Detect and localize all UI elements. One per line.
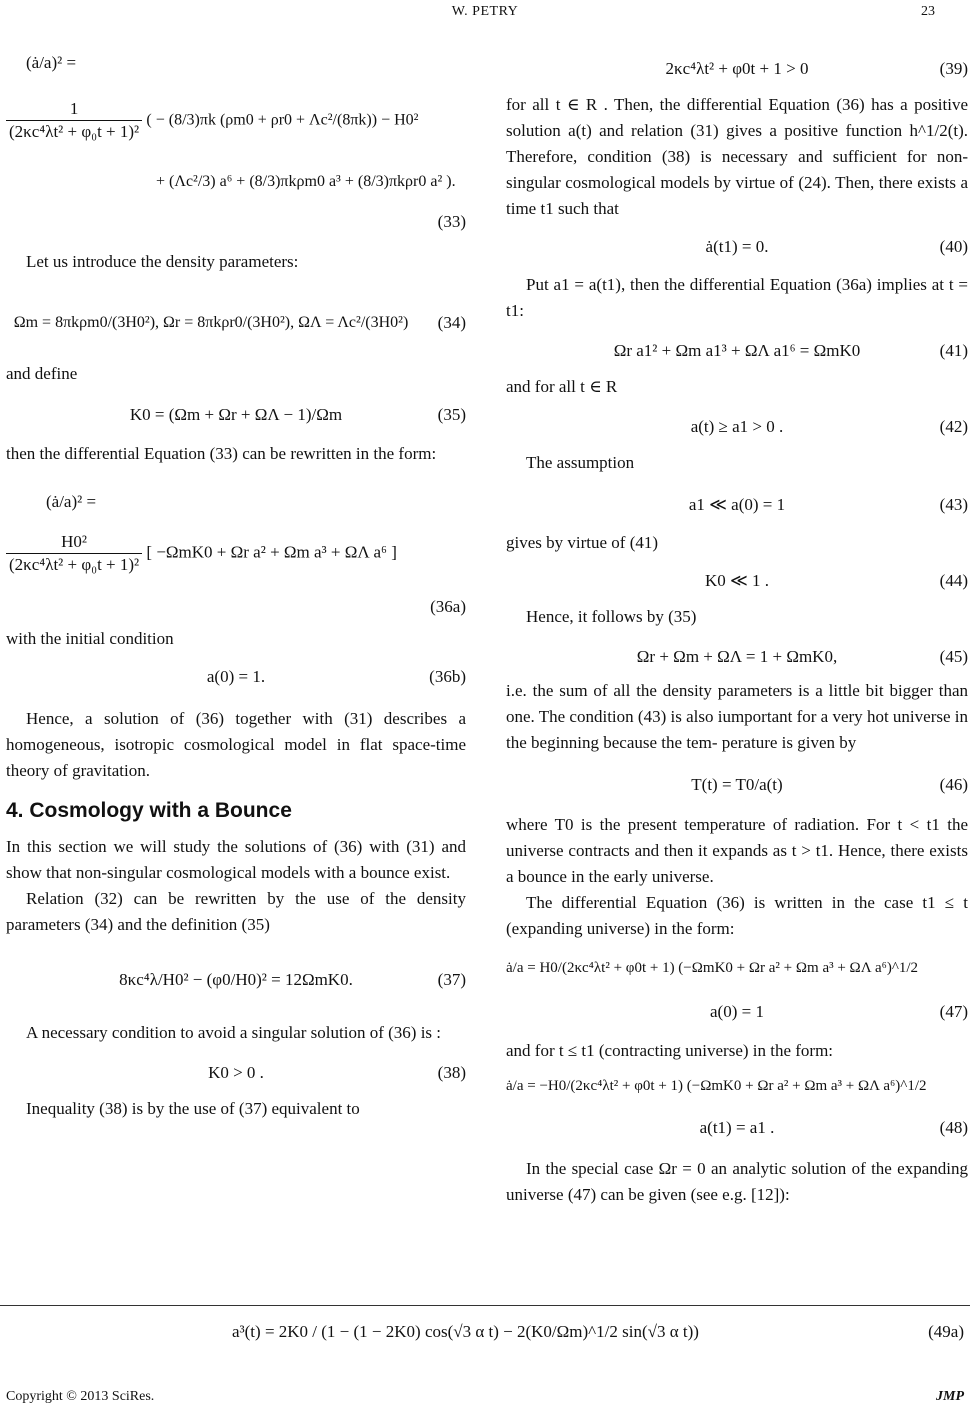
eq39-number: (39) (939, 59, 968, 78)
eq47-number: (47) (939, 1002, 968, 1021)
eq37-expr: 8κc⁴λ/H0² − (φ0/H0)² = 12ΩmK0. (119, 970, 353, 989)
equation-36b (6, 662, 466, 692)
bottom-divider (0, 1305, 970, 1306)
equation-42 (506, 412, 968, 442)
footer-copyright: Copyright © 2013 SciRes. (6, 1389, 155, 1404)
eq36a-fraction (6, 531, 142, 576)
equation-40 (506, 232, 968, 262)
equation-47 (506, 952, 968, 1026)
page-header (0, 4, 970, 28)
equation-46 (506, 770, 968, 800)
para-for-all-t: and for all t ∈ R (506, 377, 618, 396)
eq35-number: (35) (437, 405, 466, 424)
equation-38 (6, 1058, 466, 1088)
para-section-intro: In this section we will study the solutions of (36) with (31) and show that non-singular cosmological models with a bounce exist. (6, 837, 466, 882)
eq49a-number: (49a) (928, 1322, 964, 1341)
equation-34 (6, 303, 466, 343)
eq35-expr: K0 = (Ωm + Ωr + ΩΛ − 1)/Ωm (129, 405, 343, 424)
equation-48 (506, 1070, 968, 1142)
eq41-expr: Ωr a1² + Ωm a1³ + ΩΛ a1⁶ = ΩmK0 (613, 341, 861, 360)
para-assumption: The assumption (526, 453, 635, 472)
eq36b-expr: a(0) = 1. (206, 667, 266, 686)
eq42-expr: a(t) ≥ a1 > 0 . (690, 417, 784, 436)
eq33-prefactor-num: 1 (69, 99, 79, 118)
eq47-line1: ȧ/a = H0/(2κc⁴λt² + φ0t + 1) (−ΩmK0 + Ωr a² + Ωm a³ + ΩΛ a⁶)^1/2 (506, 960, 919, 976)
para-define: and define (6, 364, 78, 383)
para-hence-solution: Hence, a solution of (36) together with (31) describes a homogeneous, isotropic cosmological model in flat space-time theory of gravitation. (6, 709, 466, 780)
eq34-number: (34) (437, 313, 466, 332)
para-for-all: for all t ∈ R . Then, the differential Equation (36) has a positive solution a(t) and relation (31) gives a positive function h^1/2(t). Therefore, condition (38) is necessary and sufficient for non-singular cosmological models by virtue of (24). Then, there exists a time t1 such that (506, 95, 968, 218)
eq43-number: (43) (939, 495, 968, 514)
eq40-number: (40) (939, 237, 968, 256)
eq40-expr: ȧ(t1) = 0. (705, 237, 769, 256)
eq48-number: (48) (939, 1118, 968, 1137)
para-put: Put a1 = a(t1), then the differential Equation (36a) implies at t = t1: (506, 275, 968, 320)
equation-39 (506, 54, 968, 84)
equation-49a (0, 1318, 970, 1352)
para-initial-condition: with the initial condition (6, 629, 174, 648)
equation-36a (6, 489, 466, 620)
equation-35 (6, 401, 466, 429)
eq33-line3: + (Λc²/3) a⁶ + (8/3)πkρm0 a³ + (8/3)πkρr0 a² ). (156, 173, 456, 190)
eq43-expr: a1 ≪ a(0) = 1 (688, 495, 786, 514)
eq37-number: (37) (437, 970, 466, 989)
eq36a-number: (36a) (430, 597, 466, 616)
eq36a-numerator: H0² (61, 532, 88, 551)
eq45-expr: Ωr + Ωm + ΩΛ = 1 + ΩmK0, (636, 647, 838, 666)
para-ie: i.e. the sum of all the density parameters is a little bit bigger than one. The condition (43) is also iumportant for a very hot universe in the beginning because the tem- perature is given by (506, 681, 968, 752)
eq41-number: (41) (939, 341, 968, 360)
eq45-number: (45) (939, 647, 968, 666)
eq33-line2: ( − (8/3)πk (ρm0 + ρr0 + Λc²/(8πk)) − H0² (146, 111, 419, 129)
page-number: 23 (921, 4, 935, 19)
eq44-expr: K0 ≪ 1 . (704, 571, 770, 590)
section-heading: 4. Cosmology with a Bounce (6, 799, 292, 822)
eq38-expr: K0 > 0 . (208, 1063, 264, 1082)
equation-43 (506, 490, 968, 520)
footer-journal: JMP (936, 1389, 964, 1404)
eq33-lhs: (ȧ/a)² = (26, 53, 77, 72)
para-gives: gives by virtue of (41) (506, 533, 659, 552)
para-where: where T0 is the present temperature of radiation. For t < t1 the universe contracts and then it expands as t > t1. Hence, there exists a bounce in the early universe. (506, 815, 968, 886)
eq33-number: (33) (437, 212, 466, 231)
eq33-prefactor (6, 98, 142, 143)
equation-45 (506, 642, 968, 672)
eq47-line2: a(0) = 1 (710, 1002, 764, 1021)
para-relation-32: Relation (32) can be rewritten by the use of the density parameters (34) and the definition (35) (6, 889, 466, 934)
eq48-line2: a(t1) = a1 . (699, 1118, 775, 1137)
para-rewritten: then the differential Equation (33) can be rewritten in the form: (6, 444, 437, 463)
right-column (506, 34, 968, 1208)
para-differential: The differential Equation (36) is written in the case t1 ≤ t (expanding universe) in the form: (506, 893, 968, 938)
left-column (6, 34, 466, 1122)
eq44-number: (44) (939, 571, 968, 590)
equation-44 (506, 566, 968, 596)
equation-37 (6, 956, 466, 1004)
eq38-number: (38) (437, 1063, 466, 1082)
para-contracting: and for t ≤ t1 (contracting universe) in the form: (506, 1041, 834, 1060)
eq39-expr: 2κc⁴λt² + φ0t + 1 > 0 (665, 59, 809, 78)
eq46-number: (46) (939, 775, 968, 794)
para-special-case: In the special case Ωr = 0 an analytic solution of the expanding universe (47) can be given (see e.g. [12]): (506, 1159, 968, 1204)
eq46-expr: T(t) = T0/a(t) (691, 775, 783, 794)
para-follows: Hence, it follows by (35) (526, 607, 697, 626)
eq33-prefactor-den: (2κc⁴λt² + φ₀t + 1)² (6, 120, 142, 143)
para-inequality: Inequality (38) is by the use of (37) equivalent to (26, 1099, 360, 1118)
eq48-line1: ȧ/a = −H0/(2κc⁴λt² + φ0t + 1) (−ΩmK0 + Ωr a² + Ωm a³ + ΩΛ a⁶)^1/2 (506, 1078, 927, 1094)
eq36a-lhs: (ȧ/a)² = (46, 492, 97, 511)
eq36a-bracket: [ −ΩmK0 + Ωr a² + Ωm a³ + ΩΛ a⁶ ] (146, 542, 397, 562)
eq36a-denominator: (2κc⁴λt² + φ₀t + 1)² (6, 553, 142, 576)
para-necessary-condition: A necessary condition to avoid a singular solution of (36) is : (26, 1023, 442, 1042)
eq49a-expr: a³(t) = 2K0 / (1 − (1 − 2K0) cos(√3 α t) − 2(K0/Ωm)^1/2 sin(√3 α t)) (232, 1322, 699, 1341)
page-footer (0, 1389, 970, 1409)
equation-33 (6, 50, 466, 235)
para-density-intro: Let us introduce the density parameters: (26, 252, 299, 271)
equation-41 (506, 336, 968, 366)
running-head-author: W. PETRY (451, 4, 519, 19)
eq34-expr: Ωm = 8πkρm0/(3H0²), Ωr = 8πkρr0/(3H0²), ΩΛ = Λc²/(3H0²) (13, 314, 409, 331)
eq42-number: (42) (939, 417, 968, 436)
eq36b-number: (36b) (429, 667, 466, 686)
